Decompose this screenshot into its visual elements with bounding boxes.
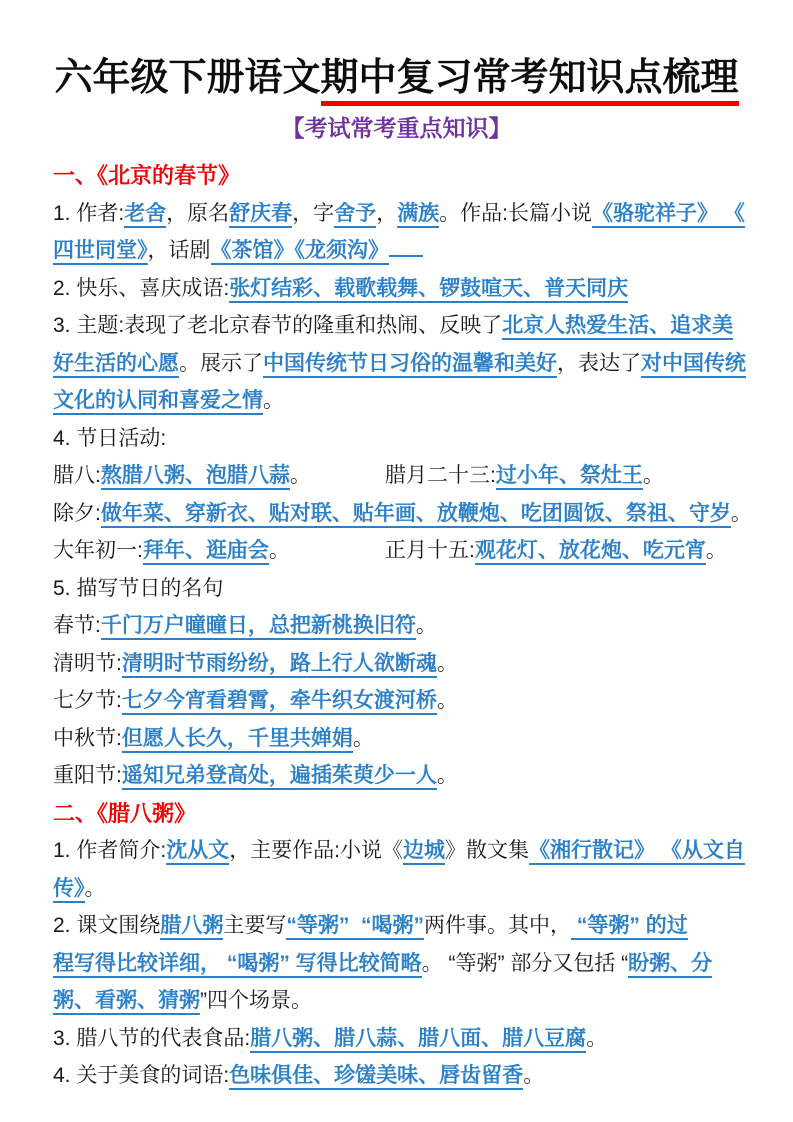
body-text: 。 bbox=[436, 764, 458, 787]
highlighted-underlined-text: 张灯结彩、载歌载舞、锣鼓喧天、普天同庆 bbox=[229, 277, 628, 303]
content-line bbox=[53, 1057, 745, 1095]
highlighted-underlined-text: 边城 bbox=[403, 839, 445, 865]
highlighted-underlined-text bbox=[389, 233, 423, 257]
highlighted-underlined-text: “等粥” 的过 bbox=[571, 914, 688, 940]
highlighted-underlined-text: 北京人热爱生活、追求美 bbox=[502, 314, 733, 340]
highlighted-underlined-text: 拜年、逛庙会 bbox=[143, 539, 269, 565]
highlighted-underlined-text: 熬腊八粥、泡腊八蒜 bbox=[101, 464, 290, 490]
column-left bbox=[53, 457, 385, 495]
content-line bbox=[53, 757, 745, 795]
content-line bbox=[53, 532, 745, 570]
highlighted-underlined-text: 清明时节雨纷纷，路上行人欲断魂 bbox=[122, 652, 437, 678]
body-text: 。 bbox=[705, 539, 727, 562]
body-text: 中秋节: bbox=[53, 726, 122, 750]
body-text: 两件事。其中， bbox=[424, 914, 572, 937]
section-heading-2 bbox=[53, 795, 745, 833]
content-line bbox=[53, 382, 745, 420]
body-text: 1. 作者: bbox=[53, 201, 125, 225]
body-text: ，表达了 bbox=[557, 351, 641, 375]
body-text: ，主要作品:小说《 bbox=[229, 839, 404, 862]
body-text: 3. 主题:表现了老北京春节的隆重和热闹、反映了 bbox=[53, 314, 503, 337]
body-text: 。 bbox=[642, 464, 664, 487]
body-text: 。 bbox=[730, 501, 752, 525]
body-text: 主要写 bbox=[223, 914, 287, 937]
highlighted-underlined-text: 但愿人长久，千里共婵娟 bbox=[122, 727, 353, 753]
highlighted-underlined-text: 粥、看粥、猜粥 bbox=[53, 989, 200, 1015]
body-text: 七夕节: bbox=[53, 689, 122, 712]
highlighted-underlined-text: 对中国传统 bbox=[641, 352, 746, 378]
body-text: ， bbox=[376, 201, 398, 225]
body-text: 3. 腊八节的代表食品: bbox=[53, 1026, 251, 1050]
highlighted-underlined-text: 好生活的心愿 bbox=[53, 352, 179, 378]
content-line bbox=[53, 195, 745, 233]
section-heading-1 bbox=[53, 157, 745, 195]
content-line bbox=[53, 982, 745, 1020]
body-text: 。 bbox=[84, 876, 106, 900]
body-text: 。 “等粥” 部分又包括 “ bbox=[421, 951, 629, 975]
highlighted-underlined-text: 千门万户曈曈日，总把新桃换旧符 bbox=[101, 614, 416, 640]
highlighted-underlined-text: 程写得比较详细， “喝粥” 写得比较简略 bbox=[53, 952, 422, 978]
highlighted-underlined-text: 满族 bbox=[397, 202, 439, 228]
body-text: 4. 节日活动: bbox=[53, 426, 167, 450]
highlighted-underlined-text: 遥知兄弟登高处，遍插茱萸少一人 bbox=[122, 764, 437, 790]
highlighted-underlined-text: 文化的认同和喜爱之情 bbox=[53, 389, 263, 415]
body-text: 腊月二十三: bbox=[385, 464, 496, 487]
content-line bbox=[53, 907, 745, 945]
body-text: 。展示了 bbox=[179, 351, 263, 375]
highlighted-underlined-text: 舍予 bbox=[334, 202, 376, 228]
highlighted-underlined-text: 七夕今宵看碧霄，牵牛织女渡河桥 bbox=[122, 689, 437, 715]
highlighted-underlined-text: 传》 bbox=[53, 877, 85, 903]
body-text: 。 bbox=[263, 389, 284, 412]
body-text: 。 bbox=[586, 1026, 608, 1050]
highlighted-underlined-text: 做年菜、穿新衣、贴对联、贴年画、放鞭炮、吃团圆饭、祭祖、守岁 bbox=[101, 502, 731, 528]
body-text: 2. 课文围绕 bbox=[53, 914, 161, 937]
highlighted-underlined-text: “等粥” “喝粥” bbox=[286, 914, 424, 940]
body-text: 。 bbox=[289, 464, 311, 487]
body-text: 。 bbox=[436, 651, 458, 675]
highlighted-underlined-text: 老舍 bbox=[124, 202, 166, 228]
highlighted-underlined-text: 观花灯、放花炮、吃元宵 bbox=[475, 539, 706, 565]
body-text: ，字 bbox=[292, 201, 335, 225]
body-text: 2. 快乐、喜庆成语: bbox=[53, 276, 230, 300]
content-line bbox=[53, 607, 745, 645]
page-title bbox=[0, 54, 793, 102]
body-text: 5. 描写节日的名句 bbox=[53, 576, 224, 600]
column-left bbox=[53, 532, 385, 570]
body-text: 腊八: bbox=[53, 464, 101, 487]
body-text: 清明节: bbox=[53, 651, 122, 675]
body-text: 。作品:长篇小说 bbox=[439, 201, 593, 225]
content-line bbox=[53, 270, 745, 308]
body-text: 。 bbox=[352, 726, 374, 750]
highlighted-underlined-text: 沈从文 bbox=[166, 839, 229, 865]
body-text: 1. 作者简介: bbox=[53, 839, 167, 862]
content-line bbox=[53, 307, 745, 345]
section-heading-text: 一、《北京的春节》 bbox=[53, 163, 241, 188]
content-line bbox=[53, 720, 745, 758]
body-text: 。 bbox=[523, 1064, 545, 1087]
document-content bbox=[53, 157, 752, 1095]
content-line bbox=[53, 420, 745, 458]
highlighted-underlined-text: 盼粥、分 bbox=[628, 952, 712, 978]
title-underlined-part: 期中复习常考知识点梳理 bbox=[321, 57, 739, 106]
highlighted-underlined-text: 《茶馆》《龙须沟》 bbox=[211, 239, 390, 265]
page-subtitle: 【考试常考重点知识】 bbox=[281, 115, 512, 141]
content-line bbox=[53, 945, 745, 983]
highlighted-underlined-text: 《湘行散记》 《从文自 bbox=[529, 839, 745, 865]
content-line bbox=[53, 832, 745, 870]
title-plain-part: 六年级下册语文 bbox=[54, 57, 321, 99]
body-text: ”四个场景。 bbox=[200, 989, 312, 1012]
content-line bbox=[53, 1020, 745, 1058]
body-text: 重阳节: bbox=[53, 764, 122, 787]
body-text: 。 bbox=[436, 689, 458, 712]
content-line bbox=[53, 682, 745, 720]
body-text: 。 bbox=[268, 539, 290, 562]
body-text: ，原名 bbox=[166, 201, 230, 225]
body-text: 正月十五: bbox=[385, 539, 475, 562]
content-line bbox=[53, 457, 745, 495]
content-line bbox=[53, 570, 745, 608]
body-text: ，话剧 bbox=[147, 239, 211, 262]
body-text: 除夕: bbox=[53, 501, 101, 525]
content-line bbox=[53, 495, 752, 533]
highlighted-underlined-text: 色味俱佳、珍馐美味、唇齿留香 bbox=[229, 1064, 523, 1090]
body-text: 。 bbox=[415, 614, 437, 637]
content-line bbox=[53, 345, 745, 383]
highlighted-underlined-text: 过小年、祭灶王 bbox=[496, 464, 643, 490]
highlighted-underlined-text: 舒庆春 bbox=[229, 202, 292, 228]
highlighted-underlined-text: 腊八粥 bbox=[160, 914, 223, 940]
section-heading-text: 二、《腊八粥》 bbox=[53, 800, 197, 826]
highlighted-underlined-text: 四世同堂》 bbox=[53, 239, 148, 265]
highlighted-underlined-text: 腊八粥、腊八蒜、腊八面、腊八豆腐 bbox=[250, 1027, 586, 1053]
body-text: 大年初一: bbox=[53, 539, 143, 562]
body-text: 春节: bbox=[53, 614, 101, 637]
content-line bbox=[53, 870, 745, 908]
highlighted-underlined-text: 《骆驼祥子》 《 bbox=[592, 202, 745, 228]
body-text: 》散文集 bbox=[445, 839, 530, 862]
content-line bbox=[53, 232, 745, 270]
highlighted-underlined-text: 中国传统节日习俗的温馨和美好 bbox=[263, 352, 557, 378]
content-line bbox=[53, 645, 745, 683]
body-text: 4. 关于美食的词语: bbox=[53, 1064, 230, 1087]
